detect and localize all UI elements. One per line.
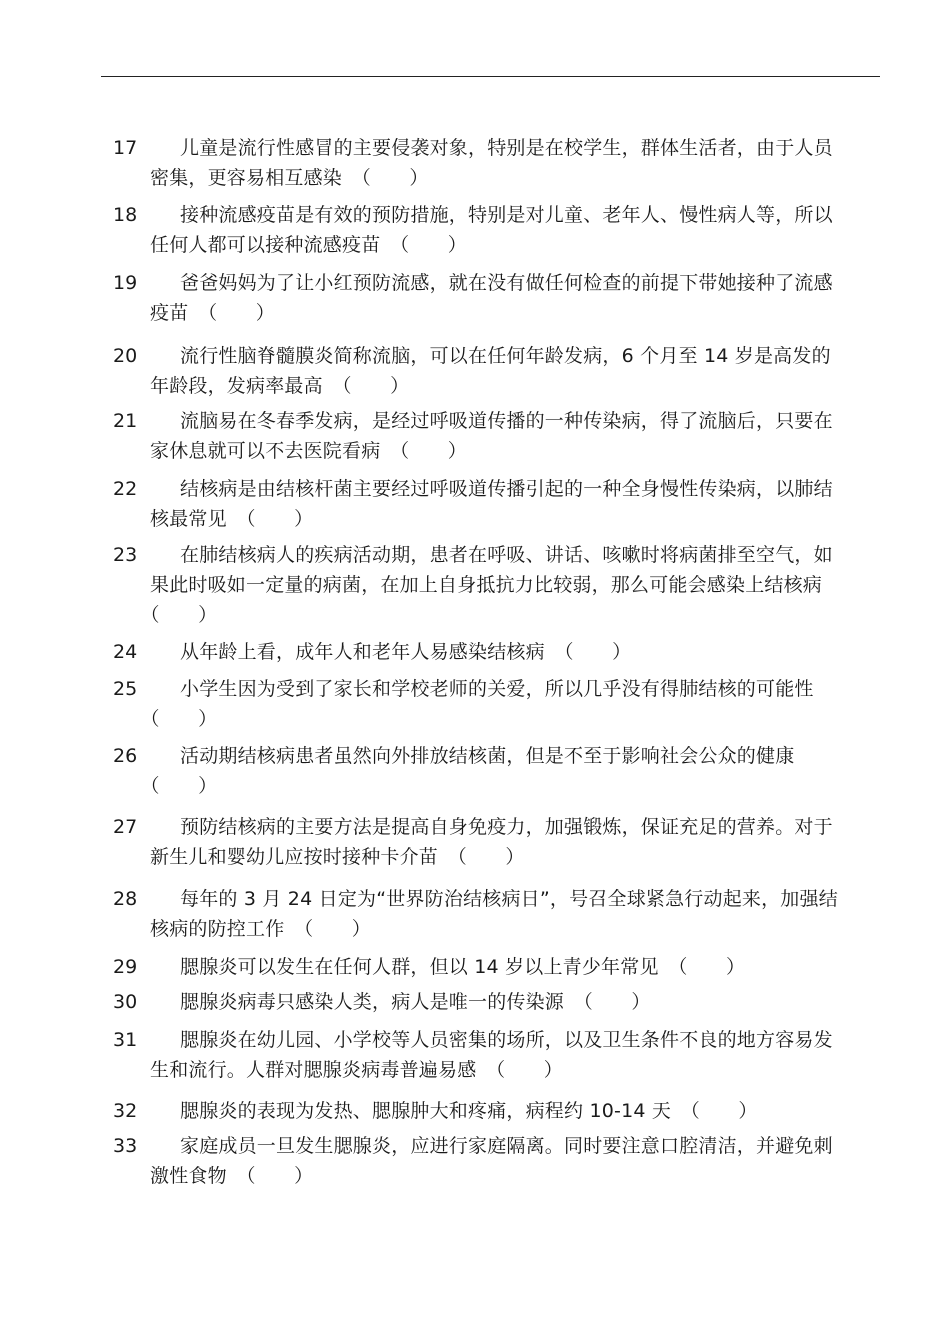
question-text-wrap <box>113 133 848 193</box>
question-27 <box>113 812 848 872</box>
question-30 <box>113 987 848 1017</box>
question-number: 30 <box>113 991 138 1013</box>
question-text: 接种流感疫苗是有效的预防措施，特别是对儿童、老年人、慢性病人等，所以任何人都可以接种流感疫苗 <box>150 204 833 256</box>
question-18 <box>113 200 848 260</box>
question-21 <box>113 406 848 466</box>
question-number: 23 <box>113 544 138 566</box>
question-text: 小学生因为受到了家长和学校老师的关爱，所以几乎没有得肺结核的可能性 <box>180 678 814 700</box>
answer-blank[interactable]: （ ） <box>342 375 410 397</box>
question-25 <box>113 674 848 734</box>
question-17 <box>113 133 848 193</box>
answer-blank[interactable]: （ ） <box>246 1165 314 1187</box>
question-28 <box>113 884 848 944</box>
question-text: 活动期结核病患者虽然向外排放结核菌，但是不至于影响社会公众的健康 <box>180 745 795 767</box>
question-text: 流脑易在冬春季发病，是经过呼吸道传播的一种传染病，得了流脑后，只要在家休息就可以不去医院看病 <box>150 410 833 462</box>
question-text: 腮腺炎在幼儿园、小学校等人员密集的场所，以及卫生条件不良的地方容易发生和流行。人群对腮腺炎病毒普遍易感 <box>150 1029 833 1081</box>
question-text: 腮腺炎可以发生在任何人群，但以 14 岁以上青少年常见 <box>180 956 659 978</box>
answer-blank[interactable]: （ ） <box>677 956 746 978</box>
question-text: 爸爸妈妈为了让小红预防流感，就在没有做任何检查的前提下带她接种了流感疫苗 <box>150 272 833 324</box>
question-23 <box>113 540 848 630</box>
answer-blank[interactable]: （ ） <box>564 641 632 663</box>
question-22 <box>113 474 848 534</box>
question-number: 27 <box>113 816 138 838</box>
question-number: 22 <box>113 478 138 500</box>
question-number: 19 <box>113 272 138 294</box>
question-number: 28 <box>113 888 138 910</box>
question-number: 20 <box>113 345 138 367</box>
question-19 <box>113 268 848 328</box>
question-number: 32 <box>113 1100 138 1122</box>
question-26 <box>113 741 848 801</box>
question-text: 儿童是流行性感冒的主要侵袭对象，特别是在校学生，群体生活者，由于人员密集，更容易相互感染 <box>150 137 833 189</box>
question-text-wrap <box>113 200 848 260</box>
answer-blank[interactable]: （ ） <box>246 508 314 530</box>
question-number: 21 <box>113 410 138 432</box>
question-text: 流行性脑脊髓膜炎简称流脑，可以在任何年龄发病，6 个月至 14 岁是高发的年龄段，发病率最高 <box>150 345 831 397</box>
question-text-wrap <box>113 341 848 401</box>
question-text-wrap <box>113 952 848 982</box>
header-rule <box>101 76 880 77</box>
answer-blank[interactable]: （ ） <box>457 846 525 868</box>
question-31 <box>113 1025 848 1085</box>
question-number: 29 <box>113 956 138 978</box>
question-20 <box>113 341 848 401</box>
question-text-wrap <box>113 1131 848 1191</box>
question-text-wrap <box>113 406 848 466</box>
question-text-wrap <box>113 1096 848 1126</box>
answer-blank[interactable]: （ ） <box>361 167 429 189</box>
question-number: 33 <box>113 1135 138 1157</box>
question-text: 家庭成员一旦发生腮腺炎，应进行家庭隔离。同时要注意口腔清洁，并避免刺激性食物 <box>150 1135 833 1187</box>
question-number: 24 <box>113 641 138 663</box>
answer-blank[interactable]: （ ） <box>150 708 218 730</box>
question-number: 25 <box>113 678 138 700</box>
question-text: 从年龄上看，成年人和老年人易感染结核病 <box>180 641 545 663</box>
question-text: 预防结核病的主要方法是提高自身免疫力，加强锻炼，保证充足的营养。对于新生儿和婴幼儿应按时接种卡介苗 <box>150 816 833 868</box>
question-number: 18 <box>113 204 138 226</box>
answer-blank[interactable]: （ ） <box>583 991 651 1013</box>
question-text-wrap <box>113 674 848 734</box>
answer-blank[interactable]: （ ） <box>303 918 371 940</box>
question-text: 腮腺炎病毒只感染人类，病人是唯一的传染源 <box>180 991 565 1013</box>
question-text-wrap <box>113 884 848 944</box>
question-text: 结核病是由结核杆菌主要经过呼吸道传播引起的一种全身慢性传染病，以肺结核最常见 <box>150 478 833 530</box>
question-text-wrap <box>113 540 848 630</box>
question-text: 在肺结核病人的疾病活动期，患者在呼吸、讲话、咳嗽时将病菌排至空气，如果此时吸如一定量的病菌，在加上自身抵抗力比较弱，那么可能会感染上结核病 <box>150 544 833 596</box>
question-text-wrap <box>113 987 848 1017</box>
answer-blank[interactable]: （ ） <box>399 440 467 462</box>
question-text-wrap <box>113 741 848 801</box>
question-24 <box>113 637 848 667</box>
question-32 <box>113 1096 848 1126</box>
question-text-wrap <box>113 474 848 534</box>
answer-blank[interactable]: （ ） <box>399 234 467 256</box>
answer-blank[interactable]: （ ） <box>150 775 218 797</box>
question-text-wrap <box>113 268 848 328</box>
question-number: 31 <box>113 1029 138 1051</box>
question-text: 每年的 3 月 24 日定为“世界防治结核病日”，号召全球紧急行动起来，加强结核病的防控工作 <box>150 888 838 940</box>
question-number: 26 <box>113 745 138 767</box>
question-text-wrap <box>113 637 848 667</box>
question-29 <box>113 952 848 982</box>
question-33 <box>113 1131 848 1191</box>
question-text-wrap <box>113 1025 848 1085</box>
answer-blank[interactable]: （ ） <box>150 604 218 626</box>
answer-blank[interactable]: （ ） <box>495 1059 563 1081</box>
question-text-wrap <box>113 812 848 872</box>
question-number: 17 <box>113 137 138 159</box>
answer-blank[interactable]: （ ） <box>207 302 275 324</box>
question-text: 腮腺炎的表现为发热、腮腺肿大和疼痛，病程约 10-14 天 <box>180 1100 672 1122</box>
answer-blank[interactable]: （ ） <box>690 1100 758 1122</box>
